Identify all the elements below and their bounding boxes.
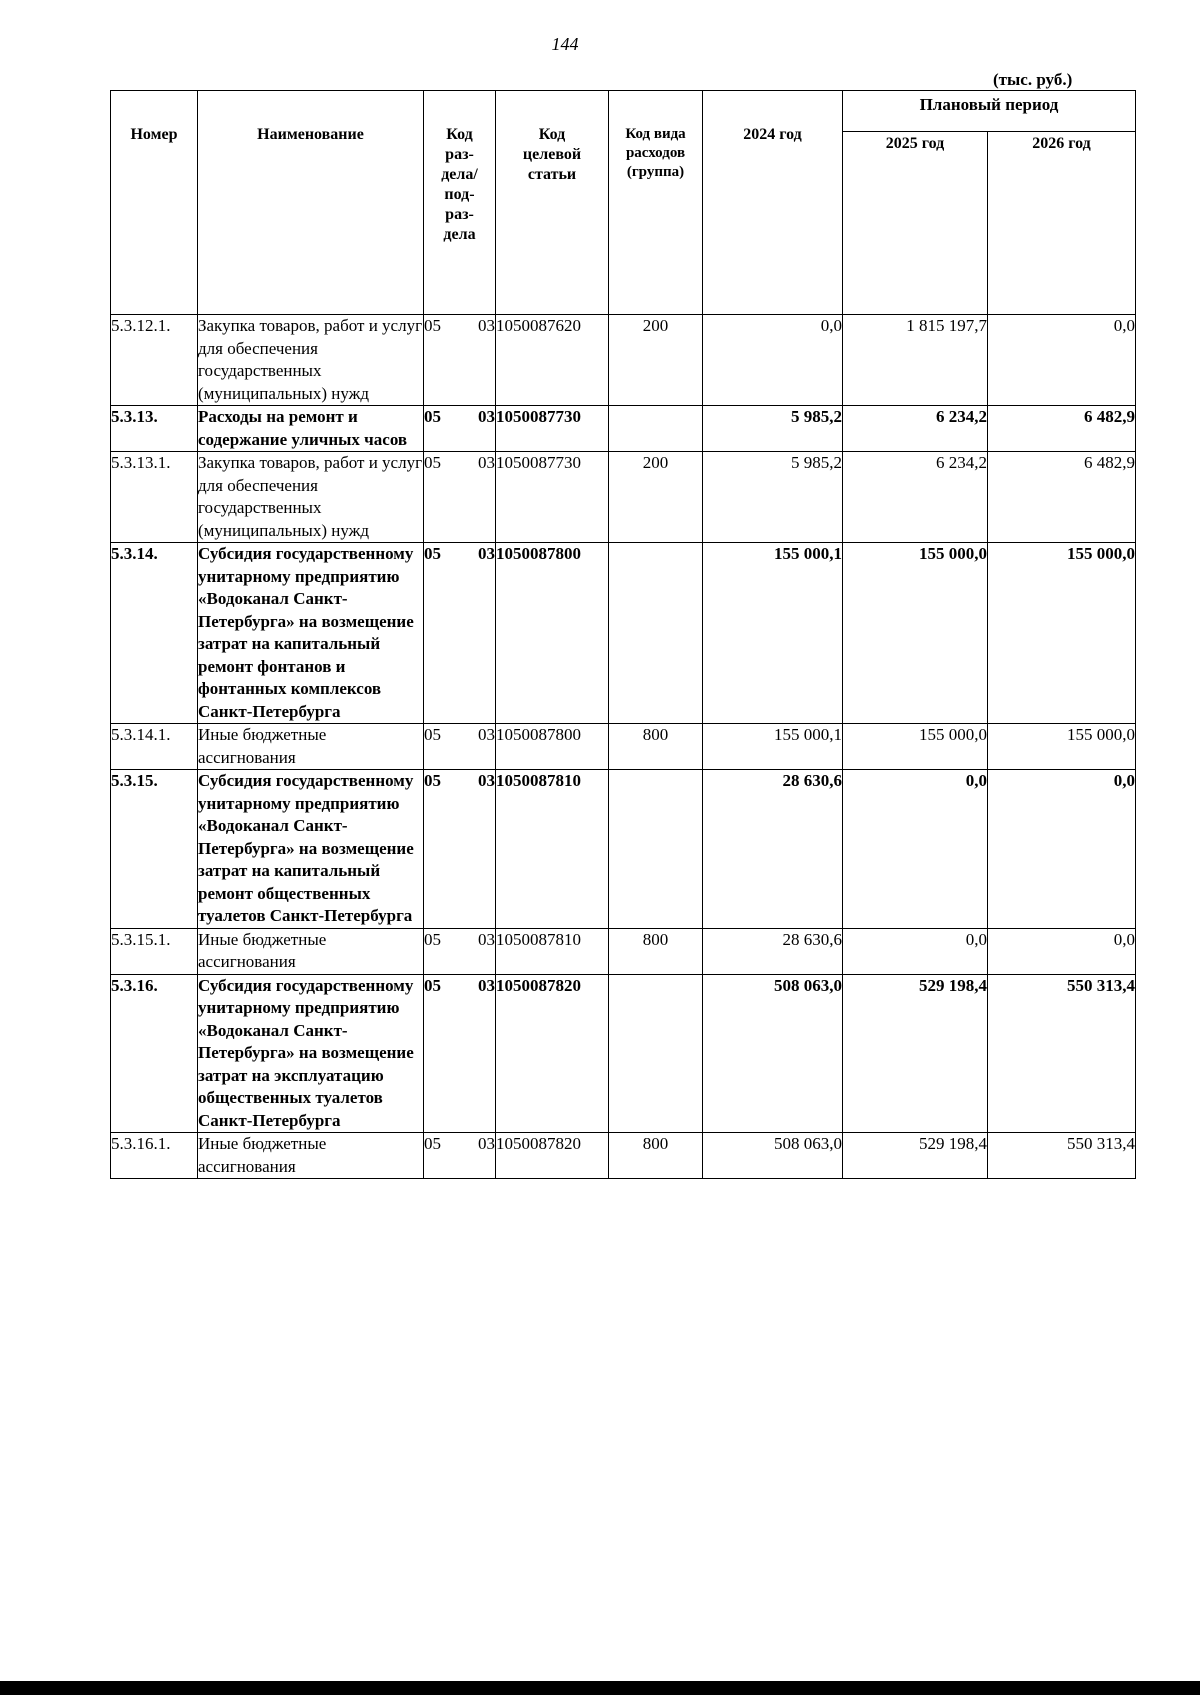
row-number: 5.3.16. (111, 974, 198, 1133)
row-amount-2025: 155 000,0 (843, 543, 988, 724)
table-row (111, 1133, 1136, 1179)
row-section-code (424, 452, 496, 543)
row-target-code: 1050087730 (496, 452, 609, 543)
row-section: 05 (424, 725, 441, 744)
row-amount-2026: 6 482,9 (988, 406, 1136, 452)
row-target-code: 1050087820 (496, 1133, 609, 1179)
row-target-code: 1050087620 (496, 315, 609, 406)
row-expense-type (609, 406, 703, 452)
table-row (111, 974, 1136, 1133)
row-number: 5.3.14.1. (111, 724, 198, 770)
row-name: Закупка товаров, работ и услуг для обеспечения государственных (муниципальных) нужд (198, 315, 424, 406)
row-subsection: 03 (478, 771, 495, 790)
table-row (111, 315, 1136, 406)
row-section: 05 (424, 929, 441, 949)
row-expense-type: 200 (609, 452, 703, 543)
row-number: 5.3.12.1. (111, 315, 198, 406)
row-section: 05 (424, 407, 441, 426)
row-amount-2025: 0,0 (843, 928, 988, 974)
row-amount-2024: 28 630,6 (703, 770, 843, 929)
row-subsection: 03 (478, 453, 495, 472)
row-expense-type: 800 (609, 928, 703, 974)
row-amount-2024: 155 000,1 (703, 543, 843, 724)
row-amount-2024: 0,0 (703, 315, 843, 406)
row-name: Субсидия государственному унитарному предприятию «Водоканал Санкт-Петербурга» на возмещение затрат на капитальный ремонт общественных туалетов Санкт-Петербурга (198, 770, 424, 929)
table-row (111, 724, 1136, 770)
row-name: Иные бюджетные ассигнования (198, 1133, 424, 1179)
row-number: 5.3.14. (111, 543, 198, 724)
row-expense-type (609, 543, 703, 724)
row-target-code: 1050087730 (496, 406, 609, 452)
row-section: 05 (424, 1134, 441, 1153)
row-expense-type: 800 (609, 1133, 703, 1179)
row-amount-2026: 550 313,4 (988, 1133, 1136, 1179)
row-amount-2024: 5 985,2 (703, 406, 843, 452)
row-amount-2025: 0,0 (843, 770, 988, 929)
row-name: Иные бюджетные ассигнования (198, 724, 424, 770)
row-amount-2026: 155 000,0 (988, 543, 1136, 724)
row-amount-2026: 155 000,0 (988, 724, 1136, 770)
row-expense-type: 200 (609, 315, 703, 406)
header-expense-type: Код вида расходов (группа) (609, 91, 703, 315)
row-section-code (424, 724, 496, 770)
table-row (111, 452, 1136, 543)
table-row (111, 543, 1136, 724)
row-amount-2026: 0,0 (988, 770, 1136, 929)
row-amount-2025: 6 234,2 (843, 452, 988, 543)
row-amount-2025: 6 234,2 (843, 406, 988, 452)
row-number: 5.3.13.1. (111, 452, 198, 543)
table-header (111, 91, 1136, 315)
row-amount-2026: 0,0 (988, 315, 1136, 406)
header-section: Код раз-дела/ под-раз-дела (424, 91, 496, 315)
row-amount-2024: 508 063,0 (703, 974, 843, 1133)
row-expense-type: 800 (609, 724, 703, 770)
row-subsection: 03 (478, 725, 495, 744)
row-section: 05 (424, 316, 441, 335)
table-body (111, 315, 1136, 1179)
budget-table (110, 90, 1136, 1179)
row-amount-2026: 6 482,9 (988, 452, 1136, 543)
row-section: 05 (424, 771, 441, 790)
row-subsection: 03 (478, 975, 495, 995)
scan-bottom-border (0, 1681, 1200, 1695)
row-section: 05 (424, 975, 441, 995)
header-name: Наименование (198, 91, 424, 315)
row-amount-2024: 508 063,0 (703, 1133, 843, 1179)
row-subsection: 03 (478, 544, 495, 563)
row-amount-2024: 28 630,6 (703, 928, 843, 974)
row-amount-2024: 5 985,2 (703, 452, 843, 543)
row-name: Закупка товаров, работ и услуг для обеспечения государственных (муниципальных) нужд (198, 452, 424, 543)
row-expense-type (609, 770, 703, 929)
row-expense-type (609, 974, 703, 1133)
row-number: 5.3.13. (111, 406, 198, 452)
table-row (111, 928, 1136, 974)
header-target: Код целевой статьи (496, 91, 609, 315)
units-label: (тыс. руб.) (993, 70, 1073, 89)
row-section: 05 (424, 544, 441, 563)
row-section-code (424, 543, 496, 724)
row-section-code (424, 1133, 496, 1179)
row-subsection: 03 (478, 316, 495, 335)
row-section-code (424, 928, 496, 974)
row-name: Субсидия государственному унитарному предприятию «Водоканал Санкт-Петербурга» на возмещение затрат на эксплуатацию общественных туалетов Санкт-Петербурга (198, 974, 424, 1133)
row-amount-2025: 529 198,4 (843, 974, 988, 1133)
row-amount-2026: 0,0 (988, 928, 1136, 974)
row-amount-2025: 1 815 197,7 (843, 315, 988, 406)
table-row (111, 770, 1136, 929)
row-target-code: 1050087810 (496, 770, 609, 929)
header-planned-period: Плановый период (843, 91, 1136, 132)
table-row (111, 406, 1136, 452)
row-name: Субсидия государственному унитарному предприятию «Водоканал Санкт-Петербурга» на возмещение затрат на капитальный ремонт фонтанов и фонтанных комплексов Санкт-Петербурга (198, 543, 424, 724)
row-target-code: 1050087800 (496, 724, 609, 770)
row-section-code (424, 974, 496, 1133)
row-name: Иные бюджетные ассигнования (198, 928, 424, 974)
row-subsection: 03 (478, 1134, 495, 1153)
row-target-code: 1050087820 (496, 974, 609, 1133)
row-number: 5.3.15.1. (111, 928, 198, 974)
row-number: 5.3.16.1. (111, 1133, 198, 1179)
row-section-code (424, 315, 496, 406)
header-2026: 2026 год (988, 132, 1136, 315)
header-number: Номер (111, 91, 198, 315)
row-amount-2024: 155 000,1 (703, 724, 843, 770)
row-section-code (424, 770, 496, 929)
page-number: 144 (551, 34, 579, 54)
row-target-code: 1050087800 (496, 543, 609, 724)
row-amount-2025: 529 198,4 (843, 1133, 988, 1179)
row-number: 5.3.15. (111, 770, 198, 929)
header-2024: 2024 год (703, 91, 843, 315)
row-section-code (424, 406, 496, 452)
row-section: 05 (424, 453, 441, 472)
row-name: Расходы на ремонт и содержание уличных часов (198, 406, 424, 452)
row-amount-2025: 155 000,0 (843, 724, 988, 770)
row-amount-2026: 550 313,4 (988, 974, 1136, 1133)
row-target-code: 1050087810 (496, 928, 609, 974)
row-subsection: 03 (478, 407, 495, 426)
row-subsection: 03 (478, 929, 495, 949)
header-2025: 2025 год (843, 132, 988, 315)
